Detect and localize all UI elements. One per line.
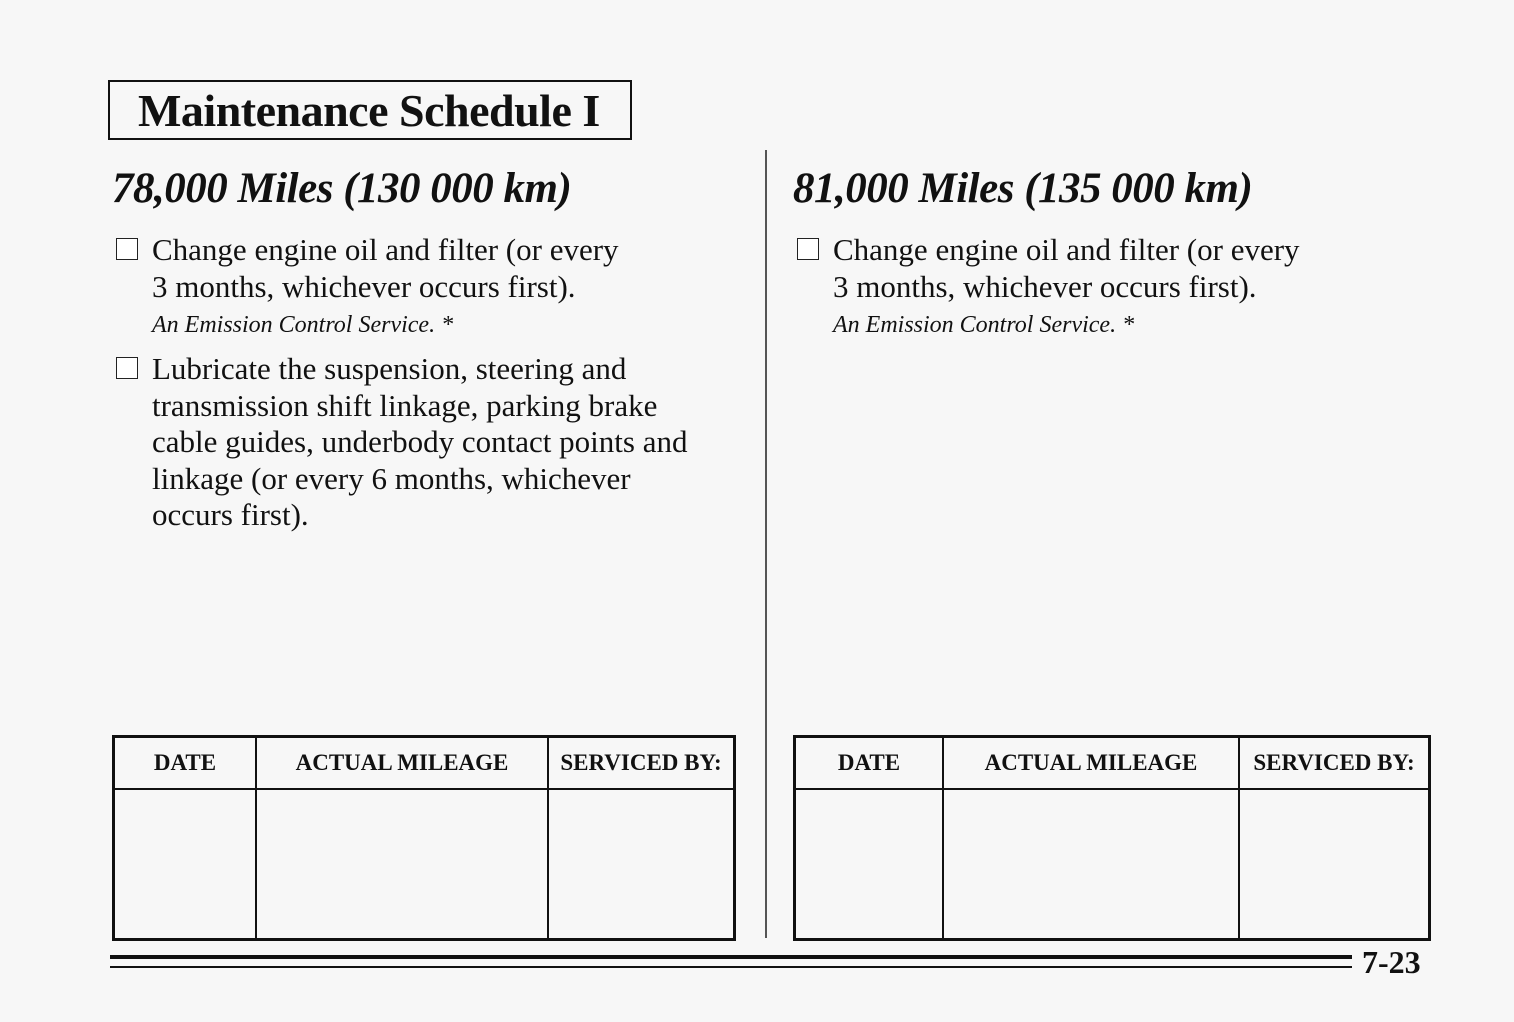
page-title-text: Maintenance Schedule I — [138, 84, 600, 136]
right-mileage-heading: 81,000 Miles (135 000 km) — [793, 165, 1253, 212]
header-actual-mileage: ACTUAL MILEAGE — [943, 737, 1239, 790]
serviced-by-cell[interactable] — [548, 789, 735, 940]
item-text: Change engine oil and filter (or every 3 months, whichever occurs first). — [152, 232, 619, 304]
left-mileage-heading: 78,000 Miles (130 000 km) — [112, 165, 572, 212]
item-text: Change engine oil and filter (or every 3 months, whichever occurs first). — [833, 232, 1300, 304]
table-header-row — [795, 737, 1430, 790]
actual-mileage-cell[interactable] — [256, 789, 548, 940]
right-item-oil-change — [793, 232, 1423, 345]
left-item-list — [112, 232, 742, 540]
header-serviced-by: SERVICED BY: — [548, 737, 735, 790]
page-number: 7-23 — [1362, 944, 1421, 980]
table-row — [114, 789, 735, 940]
header-date: DATE — [795, 737, 944, 790]
checkbox[interactable] — [797, 238, 819, 260]
column-divider — [765, 150, 767, 938]
left-service-log-table — [112, 735, 736, 941]
emission-note: An Emission Control Service. * — [152, 312, 454, 338]
checkbox[interactable] — [116, 238, 138, 260]
footer-rule-thin — [110, 966, 1352, 968]
header-date: DATE — [114, 737, 257, 790]
item-text: Lubricate the suspension, steering and transmission shift linkage, parking brake cable guides, underbody contact points and linkage (or every 6 months, whichever occurs first). — [152, 351, 688, 532]
table-row — [795, 789, 1430, 940]
date-cell[interactable] — [795, 789, 944, 940]
left-item-oil-change — [112, 232, 742, 345]
left-item-lubricate — [112, 351, 742, 534]
serviced-by-cell[interactable] — [1239, 789, 1430, 940]
header-serviced-by: SERVICED BY: — [1239, 737, 1430, 790]
actual-mileage-cell[interactable] — [943, 789, 1239, 940]
right-item-list — [793, 232, 1423, 351]
table-header-row — [114, 737, 735, 790]
emission-note: An Emission Control Service. * — [833, 312, 1135, 338]
date-cell[interactable] — [114, 789, 257, 940]
header-actual-mileage: ACTUAL MILEAGE — [256, 737, 548, 790]
right-service-log-table — [793, 735, 1431, 941]
checkbox[interactable] — [116, 357, 138, 379]
footer-rule-thick — [110, 955, 1352, 959]
page-title — [108, 80, 632, 140]
